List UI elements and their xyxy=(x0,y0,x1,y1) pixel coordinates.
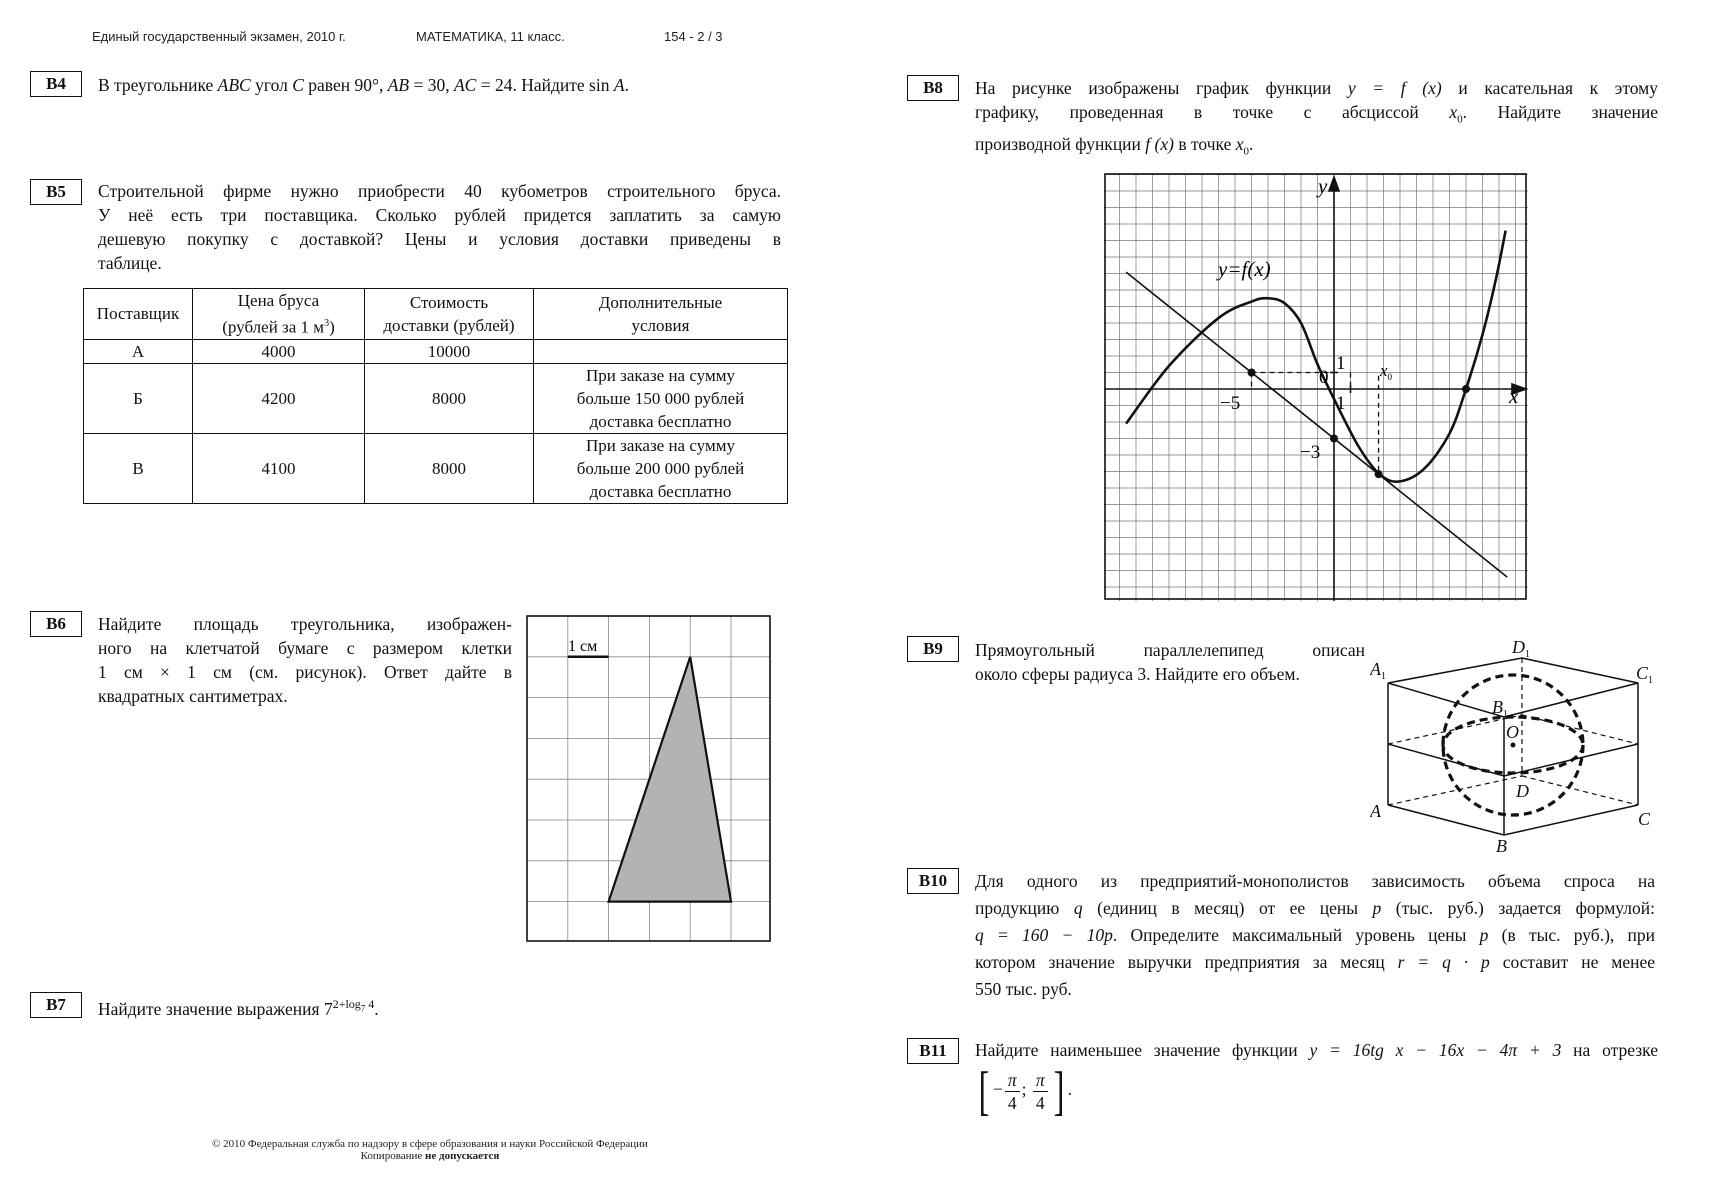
task-b9-line: около сферы радиуса 3. Найдите его объем. xyxy=(975,664,1300,684)
table-cell-supplier: Б xyxy=(84,363,193,433)
b9-box-bottom-edge xyxy=(1388,805,1638,835)
b9-box-hidden-edge xyxy=(1522,776,1638,805)
task-b5-line: Строительной фирме нужно приобрести 40 кубометров строительного бруса. xyxy=(98,181,781,201)
b9-box-mid-edge xyxy=(1388,744,1638,776)
b8-zero-label: 0 xyxy=(1319,367,1329,388)
b6-grid-figure xyxy=(526,615,772,943)
b8-y-axis-label: y xyxy=(1318,174,1328,198)
b8-minus3-label: −3 xyxy=(1300,442,1321,463)
table-row xyxy=(84,363,788,433)
task-b4-badge: B4 xyxy=(30,71,82,97)
task-b8-badge: B8 xyxy=(907,75,959,101)
task-b6-line: Найдите площадь треугольника, изображен- xyxy=(98,614,512,634)
b8-x0-label: $x_0$ xyxy=(1380,361,1393,382)
task-b6-line: 1 см × 1 см (см. рисунок). Ответ дайте в xyxy=(98,662,512,682)
table-cell-conditions xyxy=(534,339,788,363)
task-b8-text: На рисунке изображены график функции y = f (x) и касательная к этому графику, проведенная в точке с абсциссой $x_0$. Найдите значение производной функции f (x) в точке $x_0$. xyxy=(975,78,1658,157)
table-row xyxy=(84,339,788,363)
b9-label-c: C xyxy=(1638,809,1651,829)
b9-label-b: B xyxy=(1496,836,1507,855)
footer-copy-notice: Копирование не допускается xyxy=(360,1150,500,1162)
table-cell-price: 4000 xyxy=(193,339,365,363)
task-b6-line: квадратных сантиметрах. xyxy=(98,686,288,706)
task-b6-badge: B6 xyxy=(30,611,82,637)
b9-label-a: A xyxy=(1370,801,1381,821)
header-subject: МАТЕМАТИКА, 11 класс. xyxy=(416,29,565,44)
b8-marked-point xyxy=(1248,369,1256,377)
b9-label-d1: $D_1$ xyxy=(1512,637,1530,660)
task-b5-line: У неё есть три поставщика. Сколько рублей придется заплатить за самую xyxy=(98,205,781,225)
table-header-supplier: Поставщик xyxy=(84,289,193,340)
task-b7-badge: B7 xyxy=(30,992,82,1018)
task-b6-text xyxy=(98,612,512,708)
task-b6-line: ного на клетчатой бумаге с размером клетки xyxy=(98,638,512,658)
suppliers-table xyxy=(83,288,788,504)
b8-function-graph xyxy=(1104,173,1528,601)
table-header-row xyxy=(84,289,788,340)
task-b10-text: Для одного из предприятий-монополистов зависимость объема спроса на продукцию q (единиц в месяц) от ее цены p (тыс. руб.) задается формулой: q = 160 − 10p. Определите максимальный уровень цены p (в тыс. руб.), при котором значение выручки предприятия за месяц r = q · p составит не менее 550 тыс. руб. xyxy=(975,871,1656,999)
b9-label-b1: $B_1$ xyxy=(1492,697,1508,720)
task-b11-badge: B11 xyxy=(907,1038,959,1064)
task-b10-badge: B10 xyxy=(907,868,959,894)
b8-y-axis-arrow xyxy=(1329,177,1339,191)
b8-marked-point xyxy=(1462,385,1470,393)
task-b9-text xyxy=(975,638,1365,686)
table-cell-price: 4100 xyxy=(193,433,365,503)
b8-marked-point xyxy=(1330,435,1338,443)
table-cell-conditions: При заказе на сумму больше 200 000 рублей доставка бесплатно xyxy=(534,433,788,503)
table-cell-delivery: 8000 xyxy=(365,433,534,503)
header-exam: Единый государственный экзамен, 2010 г. xyxy=(92,29,346,44)
task-b9-line: Прямоугольный параллелепипед описан xyxy=(975,640,1365,660)
table-cell-conditions: При заказе на сумму больше 150 000 рублей доставка бесплатно xyxy=(534,363,788,433)
b9-box-hidden-edge xyxy=(1388,715,1522,744)
b9-box-top-face xyxy=(1388,658,1638,717)
b8-one-x-label: 1 xyxy=(1336,393,1346,414)
b8-tangent-line xyxy=(1126,272,1507,577)
task-b11-text: Найдите наименьшее значение функции y = 16tg x − 16x − 4π + 3 на отрезке [ − $\frac{\pi}{4}$ ; $\frac{\pi}{4}$ ] . xyxy=(975,1040,1658,1121)
b8-minus5-label: −5 xyxy=(1220,393,1241,414)
task-b5-badge: B5 xyxy=(30,179,82,205)
b9-box-hidden-edge xyxy=(1388,776,1522,805)
b9-box-figure xyxy=(1370,635,1658,855)
b8-one-y-label: 1 xyxy=(1336,353,1346,374)
table-row xyxy=(84,433,788,503)
b9-label-a1: $A_1$ xyxy=(1370,659,1386,682)
table-cell-delivery: 10000 xyxy=(365,339,534,363)
b11-interval: [ − $\frac{\pi}{4}$ ; $\frac{\pi}{4}$ ] . xyxy=(978,1061,1073,1121)
b8-marked-point xyxy=(1375,470,1383,478)
task-b5-text xyxy=(98,179,781,275)
task-b7-text: Найдите значение выражения $7^{2+log_7 4}$. xyxy=(98,997,379,1019)
task-b5-line: дешевую покупку с доставкой? Цены и условия доставки приведены в xyxy=(98,229,781,249)
table-header-delivery: Стоимость доставки (рублей) xyxy=(365,289,534,340)
b9-label-d: D xyxy=(1516,781,1529,801)
b9-label-o: O xyxy=(1506,722,1519,742)
task-b5-line: таблице. xyxy=(98,253,162,273)
task-b4-text: В треугольнике ABC угол C равен 90°, AB = 30, AC = 24. Найдите sin A. xyxy=(98,75,629,95)
header-page: 154 - 2 / 3 xyxy=(664,29,723,44)
table-cell-price: 4200 xyxy=(193,363,365,433)
b6-scale-label: 1 см xyxy=(568,638,598,655)
footer-copyright: © 2010 Федеральная служба по надзору в сфере образования и науки Российской Федерации xyxy=(212,1138,648,1150)
table-cell-supplier: В xyxy=(84,433,193,503)
b9-center-point xyxy=(1511,743,1516,748)
b8-x-axis-label: x xyxy=(1509,384,1519,408)
footer xyxy=(140,1138,720,1162)
table-cell-supplier: А xyxy=(84,339,193,363)
task-b9-badge: B9 xyxy=(907,636,959,662)
table-cell-delivery: 8000 xyxy=(365,363,534,433)
table-header-conditions: Дополнительные условия xyxy=(534,289,788,340)
table-header-price: Цена бруса (рублей за 1 $м^3$) xyxy=(193,289,365,340)
b8-function-label: y=f(x) xyxy=(1218,257,1271,281)
b9-label-c1: $C_1$ xyxy=(1636,663,1654,686)
